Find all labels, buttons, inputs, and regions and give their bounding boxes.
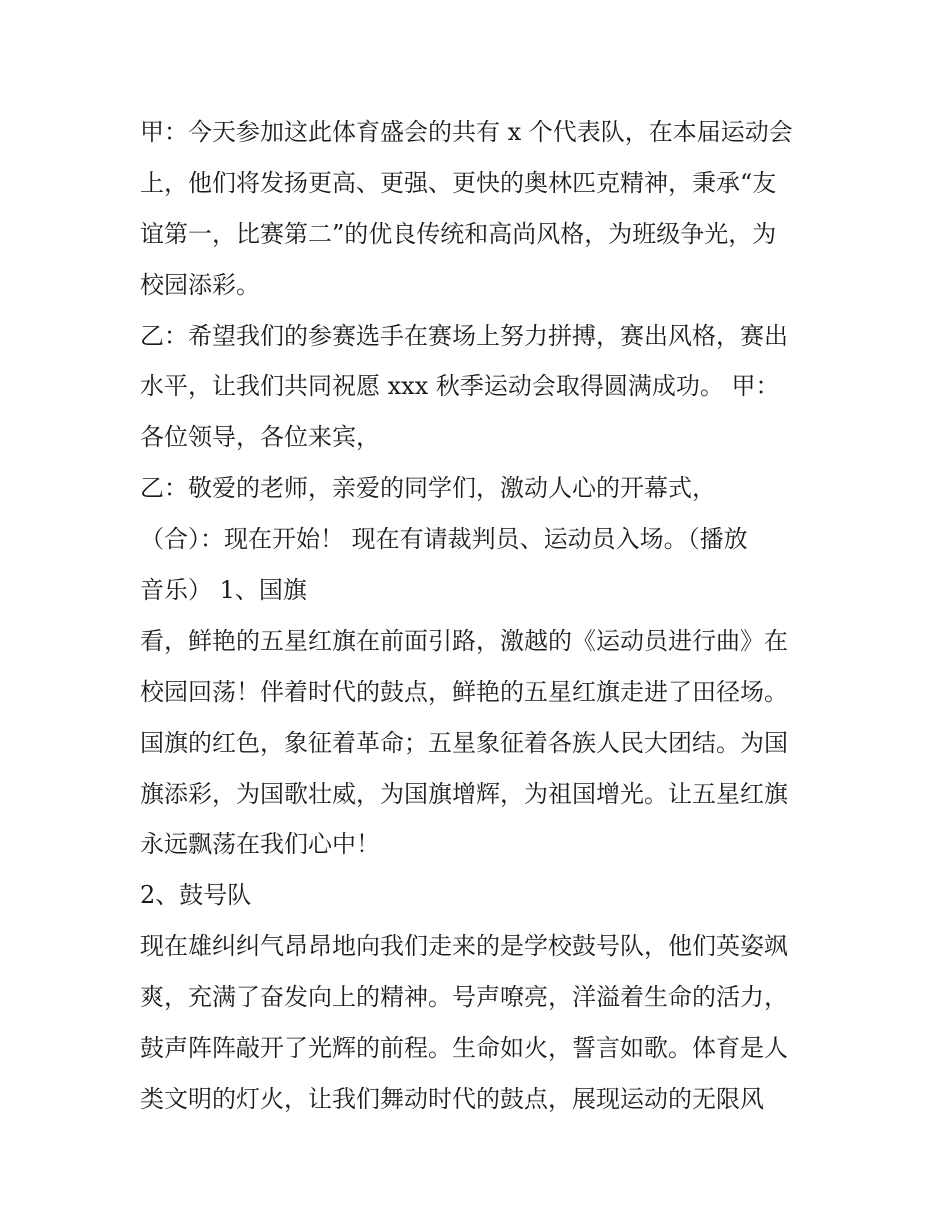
text-line: （合）：现在开始！ 现在有请裁判员、运动员入场。（播放	[140, 525, 748, 554]
text-line: 永远飘荡在我们心中！	[140, 830, 380, 859]
text-line: 水平，让我们共同祝愿 xxx 秋季运动会取得圆满成功。 甲：	[140, 372, 780, 401]
text-line: 看，鲜艳的五星红旗在前面引路，激越的《运动员进行曲》在	[140, 626, 788, 655]
text-line: 鼓声阵阵敲开了光辉的前程。生命如火，誓言如歌。体育是人	[140, 1034, 788, 1063]
text-line: 旗添彩，为国歌壮威，为国旗增辉，为祖国增光。让五星红旗	[140, 779, 788, 808]
text-line: 乙：敬爱的老师，亲爱的同学们，激动人心的开幕式，	[140, 474, 716, 503]
text-line: 校园回荡！伴着时代的鼓点，鲜艳的五星红旗走进了田径场。	[140, 677, 788, 706]
text-line: 乙：希望我们的参赛选手在赛场上努力拼搏，赛出风格，赛出	[140, 321, 788, 350]
document-body	[140, 107, 820, 1125]
text-line: 类文明的灯火，让我们舞动时代的鼓点，展现运动的无限风	[140, 1084, 764, 1113]
text-line: 音乐） 1、国旗	[140, 576, 307, 605]
text-line: 谊第一，比赛第二”的优良传统和高尚风格，为班级争光，为	[140, 219, 777, 248]
text-line: 甲：今天参加这此体育盛会的共有 x 个代表队，在本届运动会	[140, 118, 793, 146]
text-line: 现在雄纠纠气昂昂地向我们走来的是学校鼓号队，他们英姿飒	[140, 932, 788, 961]
text-line: 校园添彩。	[140, 270, 260, 299]
text-line: 上，他们将发扬更高、更强、更快的奥林匹克精神，秉承“友	[140, 168, 777, 197]
text-line: 2、鼓号队	[140, 881, 252, 910]
text-line: 各位领导，各位来宾，	[140, 423, 380, 452]
text-line: 国旗的红色，象征着革命；五星象征着各族人民大团结。为国	[140, 728, 788, 757]
text-line: 爽，充满了奋发向上的精神。号声嘹亮，洋溢着生命的活力，	[140, 983, 788, 1012]
